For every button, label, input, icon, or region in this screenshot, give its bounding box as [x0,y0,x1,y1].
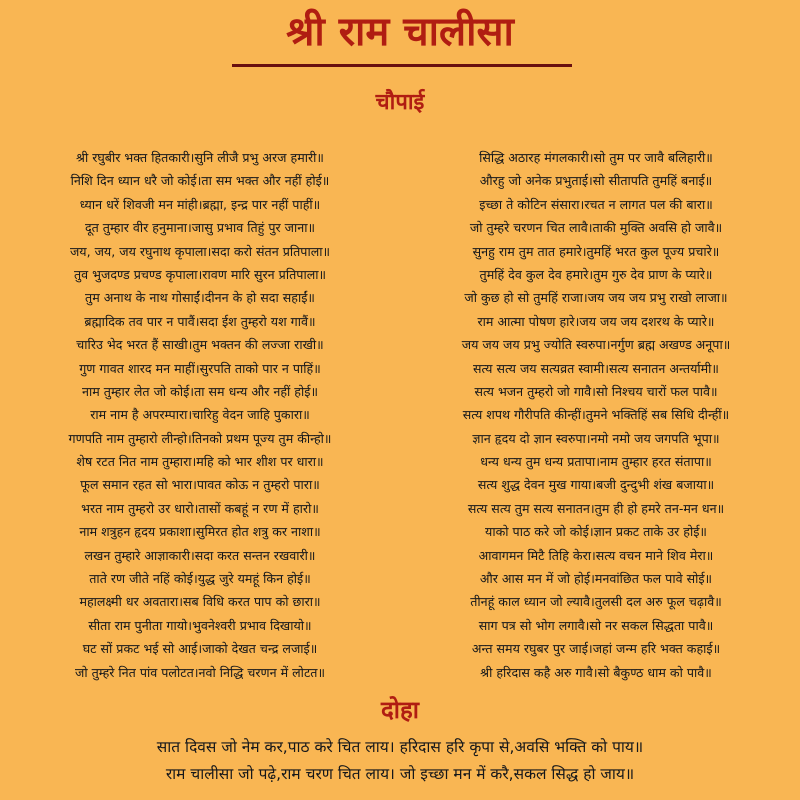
verse-line: सत्य भजन तुम्हरो जो गावै।सो निश्चय चारों फल पावै॥ [474,383,718,399]
verse-line: श्री हरिदास कहै अरु गावै।सो बैकुण्ठ धाम को पावै॥ [480,664,712,680]
verse-line: सुनहु राम तुम तात हमारे।तुमहिं भरत कुल पूज्य प्रचारे॥ [472,243,720,259]
verse-line: चारिउ भेद भरत हैं साखी।तुम भक्तन की लज्जा राखी॥ [76,337,324,353]
chaupai-left-column [0,146,400,684]
verse-line: इच्छा ते कोटिन संसारा।रचत न लागत पल की बारा॥ [479,196,713,212]
verse-line: धन्य धन्य तुम धन्य प्रतापा।नाम तुम्हार हरत संतापा॥ [480,454,712,470]
verse-line: घट सों प्रकट भई सो आई।जाको देखत चन्द्र लजाई॥ [82,641,318,657]
verse-line: जो कुछ हो सो तुमहिं राजा।जय जय जय प्रभु राखो लाजा॥ [464,290,728,306]
doha-heading: दोहा [381,696,419,724]
verse-line: सत्य सत्य जय सत्यव्रत स्वामी।सत्य सनातन अन्तर्यामी॥ [473,360,719,376]
verse-line: राम नाम है अपरम्पारा।चारिहु वेदन जाहि पुकारा॥ [90,407,310,423]
verse-line: नाम तुम्हार लेत जो कोई।ता सम धन्य और नहीं होई॥ [81,383,318,399]
doha-line: राम चालीसा जो पढ़े,राम चरण चित लाय। जो इच्छा मन में करै,सकल सिद्ध हो जाय॥ [165,765,635,783]
chaupai-heading: चौपाई [375,90,425,115]
verse-line: याको पाठ करे जो कोई।ज्ञान प्रकट ताके उर होई॥ [485,524,707,540]
verse-line: महालक्ष्मी धर अवतारा।सब विधि करत पाप को छारा॥ [79,594,321,610]
verse-line: भरत नाम तुम्हरो उर धारो।तासों कबहूं न रण में हारो॥ [81,500,319,516]
verse-line: फूल समान रहत सो भारा।पावत कोऊ न तुम्हरो पारा॥ [80,477,320,493]
verse-line: औरहु जो अनेक प्रभुताई।सो सीतापति तुमहिं बनाई॥ [479,173,713,189]
verse-line: गणपति नाम तुम्हारो लीन्हो।तिनको प्रथम पूज्य तुम कीन्हो॥ [68,430,332,446]
verse-line: ताते रण जीते नहिं कोई।युद्ध जुरे यमहूं किन होई॥ [89,571,311,587]
verse-line: जय जय जय प्रभु ज्योति स्वरुपा।नर्गुण ब्रह्म अखण्ड अनूपा॥ [461,337,731,353]
verse-line: श्री रघुबीर भक्त हितकारी।सुनि लीजै प्रभु अरज हमारी॥ [76,150,324,165]
doha-line: सात दिवस जो नेम कर,पाठ करे चित लाय। हरिदास हरि कृपा से,अवसि भक्ति को पाय॥ [156,738,644,756]
verse-line: जो तुम्हरे नित पांव पलोटत।नवो निद्धि चरणन में लोटत॥ [74,664,326,680]
verse-line: जो तुम्हरे चरणन चित लावै।ताकी मुक्ति अवसि हो जावै॥ [469,220,723,236]
verse-line: सिद्धि अठारह मंगलकारी।सो तुम पर जावै बलिहारी॥ [479,150,713,165]
verse-line: गुण गावत शारद मन माहीं।सुरपति ताको पार न पाहिं॥ [79,360,321,376]
verse-line: दूत तुम्हार वीर हनुमाना।जासु प्रभाव तिहुं पुर जाना॥ [84,220,316,236]
verse-line: सत्य शपथ गौरीपति कीन्हीं।तुमने भक्तिहिं सब सिधि दीन्हीं॥ [462,407,730,423]
verse-line: लखन तुम्हारे आज्ञाकारी।सदा करत सन्तन रखवारी॥ [84,547,316,563]
verse-line: नाम शत्रुहन हृदय प्रकाशा।सुमिरत होत शत्रु कर नाशा॥ [79,524,321,540]
verse-line: निशि दिन ध्यान धरै जो कोई।ता सम भक्त और नहीं होई॥ [70,173,330,189]
verse-line: तुम अनाथ के नाथ गोसाईं।दीनन के हो सदा सहाईं॥ [85,290,315,306]
verse-line: तीनहूं काल ध्यान जो ल्यावै।तुलसी दल अरु फूल चढ़ावै॥ [470,594,722,610]
verse-line: ध्यान धरें शिवजी मन मांही।ब्रह्मा, इन्द्र पार नहीं पाहीं॥ [79,196,321,212]
verse-line: सत्य सत्य तुम सत्य सनातन।तुम ही हो हमरे तन-मन धन॥ [467,500,725,516]
verse-line: सीता राम पुनीता गायो।भुवनेश्वरी प्रभाव दिखायो॥ [88,617,312,633]
verse-line: तुमहिं देव कुल देव हमारे।तुम गुरु देव प्राण के प्यारे॥ [479,266,713,282]
verse-line: अन्त समय रघुबर पुर जाई।जहां जन्म हरि भक्त कहाई॥ [471,641,721,657]
verse-line: और आस मन में जो होई।मनवांछित फल पावे सोई॥ [479,571,713,587]
verse-line: शेष रटत नित नाम तुम्हारा।महि को भार शीश पर धारा॥ [76,454,324,470]
verse-line: आवागमन मिटै तिहि केरा।सत्य वचन माने शिव मेरा॥ [478,547,714,563]
verse-line: साग पत्र सो भोग लगावै।सो नर सकल सिद्धता पावै॥ [478,617,714,633]
verse-line: जय, जय, जय रघुनाथ कृपाला।सदा करो संतन प्रतिपाला॥ [69,243,331,259]
chaupai-right-column [396,146,796,684]
title-underline [232,64,572,67]
verse-line: सत्य शुद्ध देवन मुख गाया।बजी दुन्दुभी शंख बजाया॥ [477,477,715,493]
verse-line: ज्ञान हृदय दो ज्ञान स्वरुपा।नमो नमो जय जगपति भूपा॥ [472,430,720,446]
verse-line: तुव भुजदण्ड प्रचण्ड कृपाला।रावण मारि सुरन प्रतिपाला॥ [73,266,327,282]
doha-block [0,734,800,788]
verse-line: राम आत्मा पोषण हारे।जय जय जय दशरथ के प्यारे॥ [477,313,715,329]
page-title: श्री राम चालीसा [286,9,514,55]
verse-line: ब्रह्मादिक तव पार न पावैं।सदा ईश तुम्हरो यश गावैं॥ [84,313,316,329]
